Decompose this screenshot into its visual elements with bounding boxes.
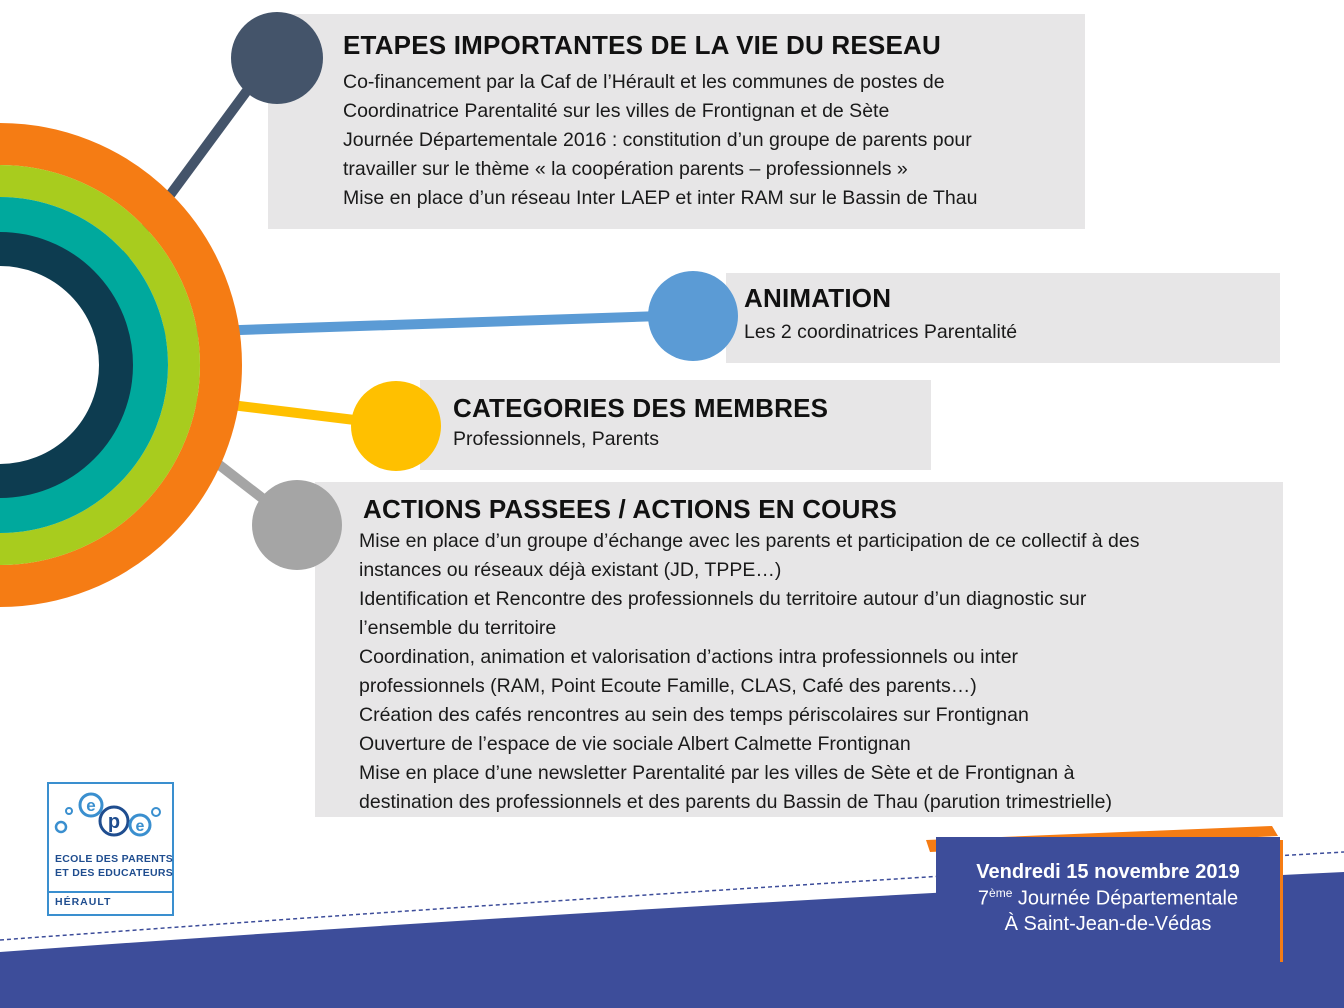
actions-line: Mise en place d’une newsletter Parentalité par les villes de Sète et de Frontignan à [359, 762, 1075, 784]
actions-line: instances ou réseaux déjà existant (JD, TPPE…) [359, 559, 782, 581]
etapes-line: Mise en place d’un réseau Inter LAEP et inter RAM sur le Bassin de Thau [343, 187, 978, 209]
etapes-section [268, 14, 1085, 229]
animation-line: Les 2 coordinatrices Parentalité [744, 321, 1018, 343]
actions-title: ACTIONS PASSEES / ACTIONS EN COURS [363, 494, 898, 524]
animation-body [744, 318, 1017, 347]
ring-dark-teal [0, 249, 116, 481]
categories-section [420, 380, 931, 470]
logo-letter: e [135, 818, 145, 835]
actions-line: Coordination, animation et valorisation d’actions intra professionnels ou inter [359, 646, 1019, 668]
etapes-line: Journée Départementale 2016 : constitution d’un groupe de parents pour [343, 129, 972, 151]
epe-logo [47, 782, 174, 916]
actions-line: Création des cafés rencontres au sein des temps périscolaires sur Frontignan [359, 704, 1029, 726]
etapes-line: Coordinatrice Parentalité sur les villes de Frontignan et de Sète [343, 100, 890, 122]
actions-line: l’ensemble du territoire [359, 617, 557, 639]
event-info-box [936, 837, 1280, 967]
etapes-title: ETAPES IMPORTANTES DE LA VIE DU RESEAU [343, 30, 941, 60]
logo-line-1: ECOLE DES PARENTS [55, 853, 174, 865]
animation-title: ANIMATION [744, 283, 892, 313]
categories-title: CATEGORIES DES MEMBRES [453, 393, 829, 423]
event-edition-text: Journée Départementale [1012, 887, 1239, 910]
categories-line: Professionnels, Parents [453, 428, 659, 450]
logo-bubbles [49, 784, 172, 850]
actions-line: Identification et Rencontre des professionnels du territoire autour d’un diagnostic sur [359, 588, 1087, 610]
event-edition-suffix: ème [989, 886, 1013, 900]
logo-region: HÉRAULT [55, 896, 112, 908]
event-edition-number: 7 [977, 887, 990, 910]
logo-separator [49, 891, 172, 893]
actions-line: professionnels (RAM, Point Ecoute Famille, CLAS, Café des parents…) [359, 675, 977, 697]
categories-body [453, 425, 659, 454]
logo-line-2: ET DES EDUCATEURS [55, 867, 174, 879]
animation-section [726, 273, 1280, 363]
logo-letter: e [86, 796, 96, 815]
event-location: À Saint-Jean-de-Védas [1004, 912, 1212, 935]
event-edition [936, 886, 1280, 911]
logo-letter: p [107, 811, 121, 833]
etapes-body [343, 68, 977, 213]
etapes-line: Co-financement par la Caf de l’Hérault et les communes de postes de [343, 71, 945, 93]
event-date: Vendredi 15 novembre 2019 [976, 861, 1240, 883]
actions-line: destination des professionnels et des parents du Bassin de Thau (parution trimestrielle) [359, 791, 1112, 813]
actions-body [359, 527, 1140, 817]
actions-line: Mise en place d’un groupe d’échange avec les parents et participation de ce collectif à des [359, 530, 1140, 552]
etapes-line: travailler sur le thème « la coopération parents – professionnels » [343, 158, 908, 180]
actions-line: Ouverture de l’espace de vie sociale Albert Calmette Frontignan [359, 733, 911, 755]
actions-section [315, 482, 1283, 817]
